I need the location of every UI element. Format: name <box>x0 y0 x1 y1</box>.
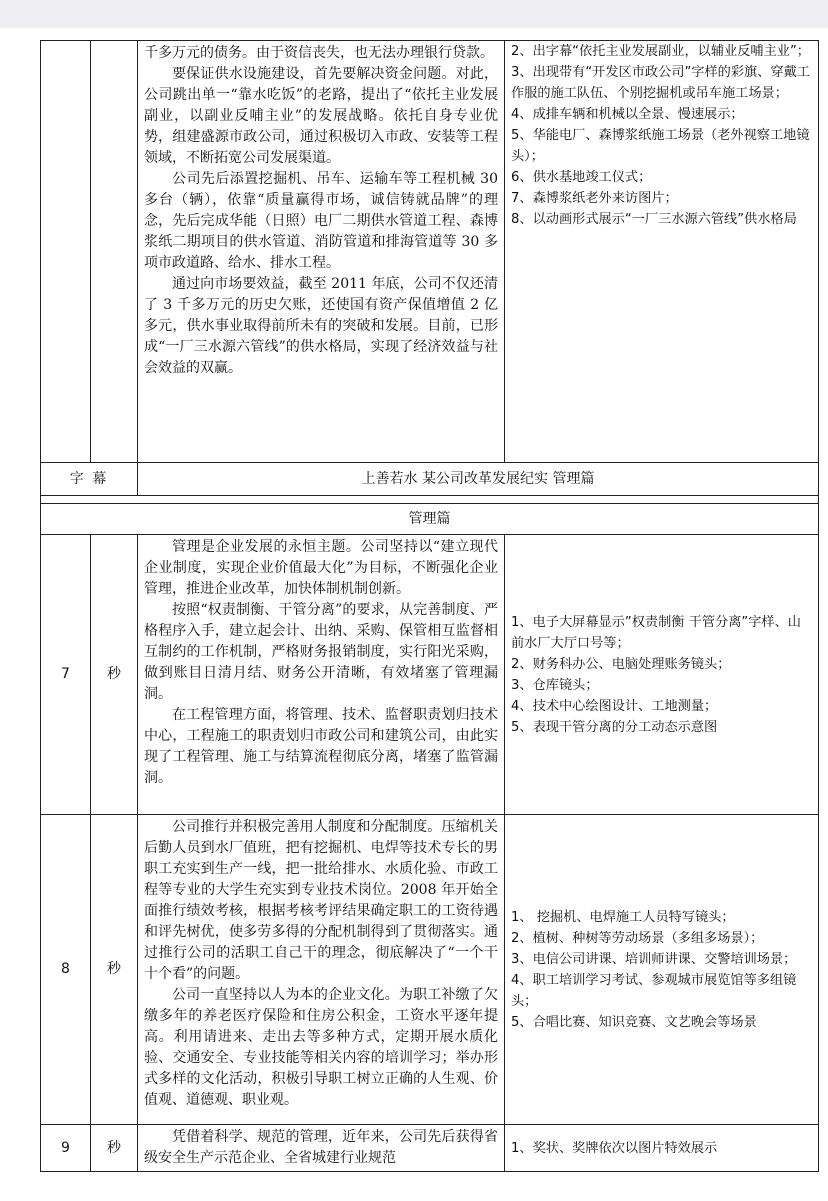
shot-item: 2、植树、种树等劳动场景（多组多场景）； <box>511 930 764 946</box>
spacer-row <box>41 496 819 504</box>
table-row <box>41 1125 819 1172</box>
shot-item: 4、成排车辆和机械以全景、慢速展示； <box>511 107 744 122</box>
shot-item: 5、华能电厂、森博浆纸施工场景（老外视察工地镜头）； <box>511 128 810 164</box>
narration-paragraph: 公司一直坚持以人为本的企业文化。为职工补缴了欠缴多年的养老医疗保险和住房公积金，工资水平逐年提高。利用请进来、走出去等多种方式，定期开展水质化验、交通安全、专业技能等相关内容的培训学习；举办形式多样的文化活动，积极引导职工树立正确的人生观、价值观、道德观、职业观。 <box>144 987 498 1108</box>
row-number: 7 <box>41 535 91 815</box>
shot-item: 1、奖状、奖牌依次以图片特效展示 <box>511 1140 718 1156</box>
table-row <box>41 535 819 815</box>
shot-item: 6、供水基地竣工仪式； <box>511 170 652 185</box>
narration-paragraph: 凭借着科学、规范的管理，近年来，公司先后获得省级安全生产示范企业、全省城建行业规范 <box>144 1129 498 1166</box>
narration-paragraph: 公司推行并积极完善用人制度和分配制度。压缩机关后勤人员到水厂值班，把有挖掘机、电焊等技术专长的男职工充实到生产一线，把一批给排水、水质化验、市政工程等专业的大学生充实到专业技术岗位。2008 年开始全面推行绩效考核，根据考核考评结果确定职工的工资待遇和评先树优，使多劳多得的分配机制得到了贯彻落实。通过推行公司的活职工自己干的理念，彻底解决了“一个干十个看”的问题。 <box>144 819 498 982</box>
unit-cell <box>91 41 138 463</box>
narration-paragraph: 千多万元的债务。由于资信丧失，也无法办理银行贷款。 <box>144 45 494 61</box>
shot-item: 4、技术中心绘图设计、工地测量； <box>511 698 718 714</box>
caption-text: 上善若水 某公司改革发展纪实 管理篇 <box>138 463 819 496</box>
narration-paragraph: 管理是企业发展的永恒主题。公司坚持以“建立现代企业制度，实现企业价值最大化”为目标，不断强化企业管理，推进企业改革，加快体制机制创新。 <box>144 539 498 597</box>
shot-item: 3、仓库镜头； <box>511 677 599 693</box>
narration-cell <box>138 41 505 463</box>
narration-paragraph: 通过向市场要效益，截至 2011 年底，公司不仅还清了 3 千多万元的历史欠账，还使国有资产保值增值 2 亿多元，供水事业取得前所未有的突破和发展。目前，已形成“一厂三水源六管线”的供水格局，实现了经济效益与社会效益的双赢。 <box>144 276 498 376</box>
row-number: 9 <box>41 1125 91 1172</box>
shot-item: 5、表现干管分离的分工动态示意图 <box>511 719 718 735</box>
shot-item: 3、出现带有“开发区市政公司”字样的彩旗、穿戴工作服的施工队伍、个别挖掘机或吊车施工场景； <box>511 65 810 101</box>
table-row <box>41 815 819 1125</box>
shots-cell <box>505 41 819 463</box>
shots-cell <box>505 815 819 1125</box>
narration-cell <box>138 1125 505 1172</box>
number-cell <box>41 41 91 463</box>
section-row <box>41 504 819 535</box>
shot-item: 2、出字幕“依托主业发展副业，以辅业反哺主业”； <box>511 44 810 59</box>
section-title: 管理篇 <box>41 504 819 535</box>
shot-item: 2、财务科办公、电脑处理账务镜头； <box>511 656 731 672</box>
caption-label: 字 幕 <box>41 463 138 496</box>
shot-item: 5、合唱比赛、知识竞赛、文艺晚会等场景 <box>511 1014 757 1030</box>
shot-item: 7、森博浆纸老外来访图片； <box>511 191 678 206</box>
row-unit: 秒 <box>91 535 138 815</box>
narration-cell <box>138 815 505 1125</box>
shots-cell <box>505 535 819 815</box>
shot-item: 3、电信公司讲课、培训师讲课、交警培训场景； <box>511 951 797 967</box>
narration-paragraph: 公司先后添置挖掘机、吊车、运输车等工程机械 30 多台（辆），依靠“质量赢得市场，诚信铸就品牌”的理念，先后完成华能（日照）电厂二期供水管道工程、森博浆纸二期项目的供水管道、消防管道和排海管道等 30 多项市政道路、给水、排水工程。 <box>144 171 498 271</box>
shot-item: 4、职工培训学习考试、参观城市展览馆等多组镜头； <box>511 972 797 1009</box>
viewer-top-bar <box>0 0 828 28</box>
shot-item: 1、 挖掘机、电焊施工人员特写镜头； <box>511 909 735 925</box>
shot-item: 1、电子大屏幕显示”权责制衡 干管分离”字样、山前水厂大厅口号等； <box>511 614 801 651</box>
narration-paragraph: 在工程管理方面，将管理、技术、监督职责划归技术中心，工程施工的职责划归市政公司和建筑公司，由此实现了工程管理、施工与结算流程彻底分离，堵塞了监管漏洞。 <box>144 707 498 786</box>
row-unit: 秒 <box>91 1125 138 1172</box>
script-table <box>40 40 819 1172</box>
shots-cell <box>505 1125 819 1172</box>
table-row-continued <box>41 41 819 463</box>
caption-row <box>41 463 819 496</box>
row-number: 8 <box>41 815 91 1125</box>
row-unit: 秒 <box>91 815 138 1125</box>
shot-item: 8、以动画形式展示“一厂三水源六管线”供水格局 <box>511 212 797 227</box>
spacer-cell <box>41 496 819 504</box>
narration-paragraph: 按照“权责制衡、干管分离”的要求，从完善制度、严格程序入手，建立起会计、出纳、采购、保管相互监督相互制约的工作机制，严格财务报销制度，实行阳光采购，做到账目日清月结、财务公开清晰，有效堵塞了管理漏洞。 <box>144 602 498 702</box>
narration-cell <box>138 535 505 815</box>
narration-paragraph: 要保证供水设施建设，首先要解决资金问题。对此，公司跳出单一“靠水吃饭”的老路，提出了“依托主业发展副业，以副业反哺主业”的发展战略。依托自身专业优势，组建盛源市政公司，通过积极切入市政、安装等工程领域，不断拓宽公司发展渠道。 <box>144 66 498 166</box>
